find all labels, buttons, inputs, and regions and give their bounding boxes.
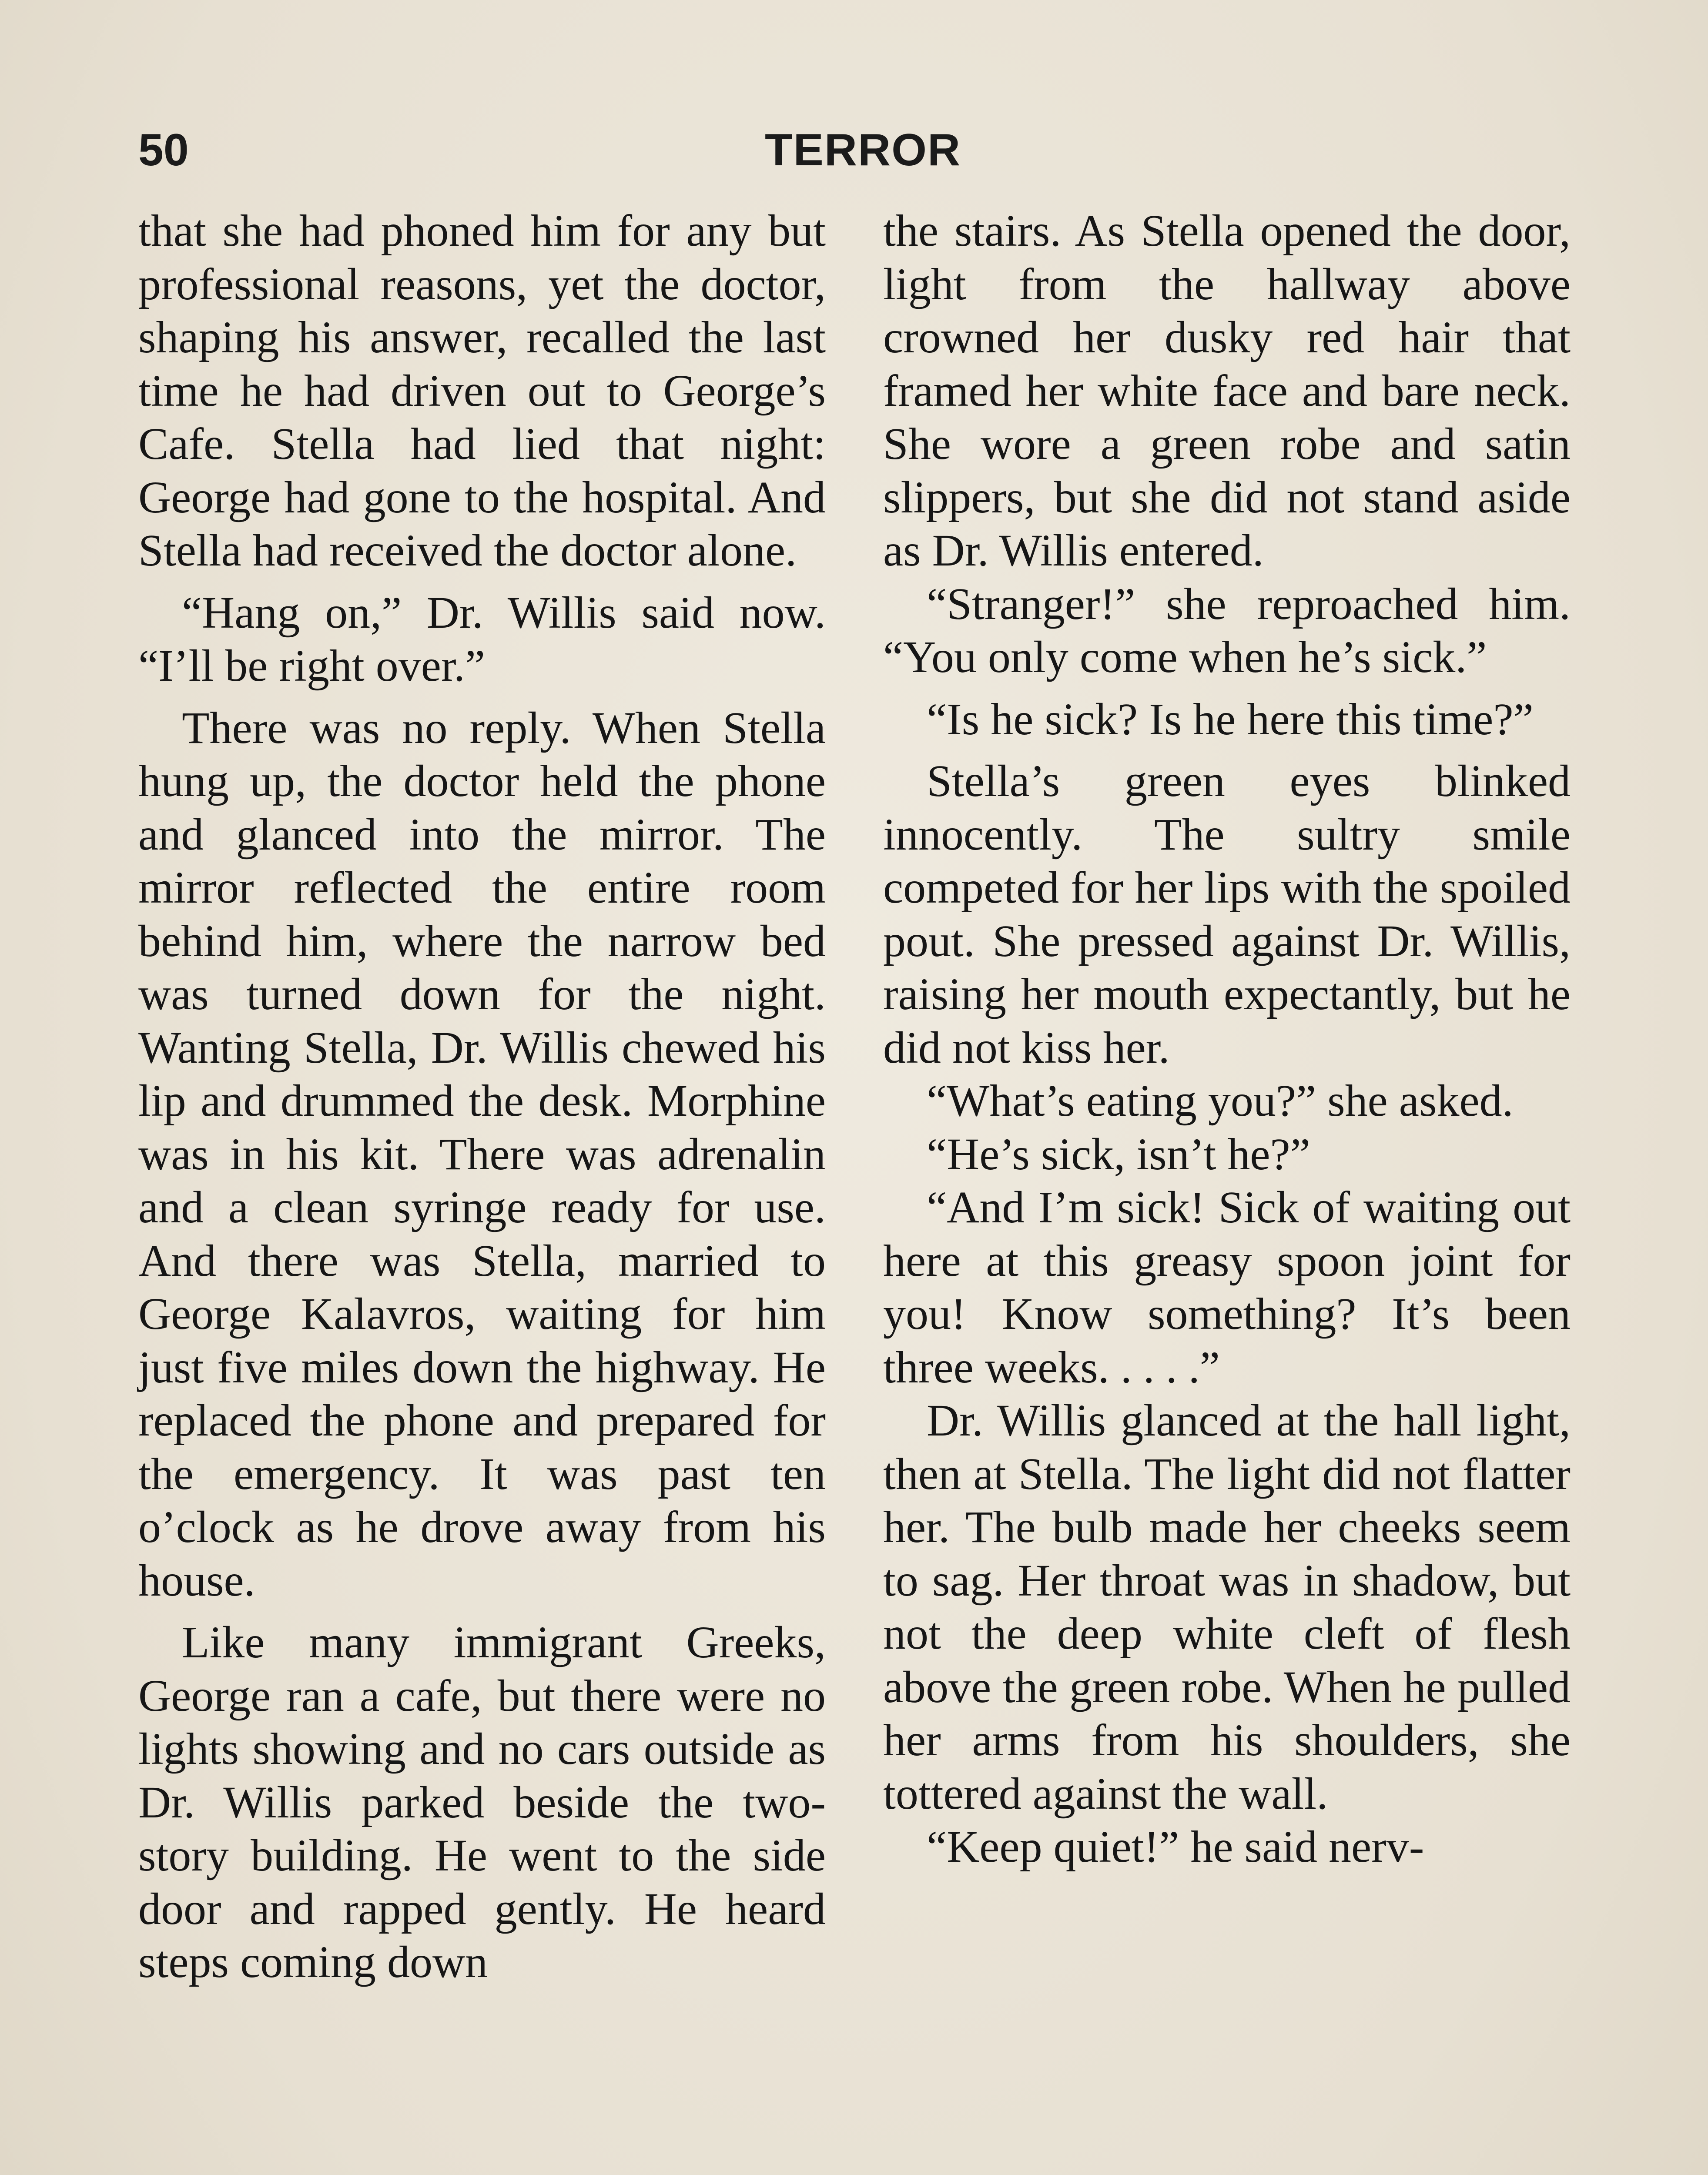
paragraph: “Is he sick? Is he here this time?” bbox=[927, 694, 1534, 744]
page-header bbox=[138, 117, 1570, 183]
paragraph: “Stranger!” she reproached him. “You only come when he’s sick.” bbox=[883, 579, 1571, 682]
paragraph: There was no reply. When Stella hung up, the doctor held the phone and glanced into the mirror. The mirror reflected the entire room behind him, where the narrow bed was turned down for the night. Wanting Stella, Dr. Willis chewed his lip and drummed the desk. Morphine was in his kit. There was adrenalin and a clean syringe ready for use. And there was Stella, married to George Kalavros, waiting for him just five miles down the highway. He replaced the phone and prepared for the emergency. It was past ten o’clock as he drove away from his house. bbox=[138, 703, 826, 1606]
paragraph: Like many immigrant Greeks, George ran a cafe, but there were no lights showing and no cars outside as Dr. Willis parked beside the two-story building. He went to the side door and rapped gently. He heard steps coming down bbox=[138, 1617, 826, 1987]
paragraph: “Hang on,” Dr. Willis said now. “I’ll be right over.” bbox=[138, 587, 826, 691]
paragraph: “Keep quiet!” he said nerv- bbox=[927, 1822, 1424, 1872]
paragraph: Stella’s green eyes blinked innocently. The sultry smile competed for her lips with the spoiled pout. She pressed against Dr. Willis, raising her mouth expectantly, but he did not kiss her. bbox=[883, 756, 1571, 1073]
running-head-title: TERROR bbox=[765, 125, 961, 175]
right-column bbox=[883, 204, 1571, 1874]
paragraph: “He’s sick, isn’t he?” bbox=[927, 1129, 1310, 1179]
paragraph: “What’s eating you?” she asked. bbox=[927, 1076, 1514, 1126]
paragraph: the stairs. As Stella opened the door, light from the hallway above crowned her dusky red hair that framed her white face and bare neck. She wore a green robe and satin slippers, but she did not stand aside as Dr. Willis entered. bbox=[883, 206, 1571, 576]
paragraph: Dr. Willis glanced at the hall light, then at Stella. The light did not flatter her. The bulb made her cheeks seem to sag. Her throat was in shadow, but not the deep white cleft of flesh above the green robe. When he pulled her arms from his shoulders, she tottered against the wall. bbox=[883, 1395, 1571, 1819]
paragraph: “And I’m sick! Sick of waiting out here at this greasy spoon joint for you! Know something? It’s been three weeks. . . . .” bbox=[883, 1182, 1571, 1392]
page-number: 50 bbox=[138, 125, 189, 175]
left-column bbox=[138, 204, 826, 1989]
paragraph: that she had phoned him for any but professional reasons, yet the doctor, shaping his answer, recalled the last time he had driven out to George’s Cafe. Stella had lied that night: George had gone to the hospital. And Stella had received the doctor alone. bbox=[138, 206, 826, 576]
